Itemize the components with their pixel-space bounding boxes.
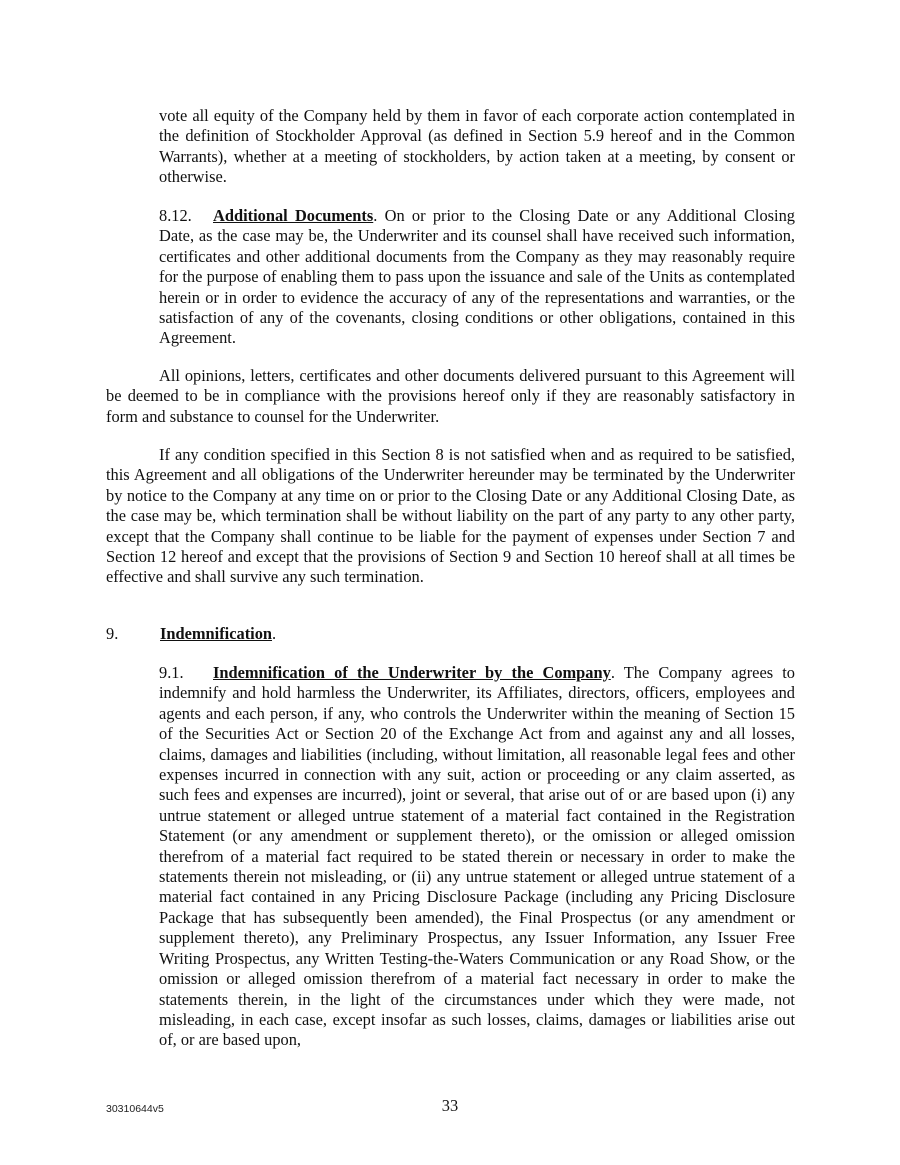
section-9-1 [159, 663, 795, 1051]
paragraph-opinions: All opinions, letters, certificates and other documents delivered pursuant to this Agreement will be deemed to be in compliance with the provisions hereof only if they are reasonably satisfactory in form and substance to counsel for the Underwriter. [106, 366, 795, 426]
page-number: 33 [441, 1096, 459, 1115]
section-text: . On or prior to the Closing Date or any Additional Closing Date, as the case may be, the Underwriter and its counsel shall have received such information, certificates and other additional documents from the Company as they may reasonably require for the purpose of enabling them to pass upon the issuance and sale of the Units as contemplated herein or in order to evidence the accuracy of any of the representations and warranties, or the satisfaction of any of the covenants, closing conditions or other obligations, contained in this Agreement. [159, 206, 795, 348]
paragraph-termination: If any condition specified in this Section 8 is not satisfied when and as required to be satisfied, this Agreement and all obligations of the Underwriter hereunder may be terminated by the Underwriter by notice to the Company at any time on or prior to the Closing Date or any Additional Closing Date, as the case may be, which termination shall be without liability on the part of any party to any other party, except that the Company shall continue to be liable for the payment of expenses under Section 7 and Section 12 hereof and except that the provisions of Section 9 and Section 10 hereof shall at all times be effective and shall survive any such termination. [106, 445, 795, 587]
section-heading: Additional Documents [213, 206, 374, 225]
section-number: 9. [106, 624, 119, 643]
section-heading: Indemnification [160, 624, 273, 643]
section-number: 9.1. [159, 663, 184, 682]
section-heading-period: . [272, 624, 277, 643]
section-heading: Indemnification of the Underwriter by the Company [213, 663, 611, 682]
section-9 [106, 624, 795, 644]
section-number: 8.12. [159, 206, 192, 225]
document-id: 30310644v5 [106, 1103, 164, 1115]
paragraph-continuation: vote all equity of the Company held by them in favor of each corporate action contemplated in the definition of Stockholder Approval (as defined in Section 5.9 hereof and in the Common Warrants), whether at a meeting of stockholders, by action taken at a meeting, by consent or otherwise. [159, 106, 795, 187]
section-text: . The Company agrees to indemnify and hold harmless the Underwriter, its Affiliates, directors, officers, employees and agents and each person, if any, who controls the Underwriter within the meaning of Section 15 of the Securities Act or Section 20 of the Exchange Act from and against any and all losses, claims, damages and liabilities (including, without limitation, all reasonable legal fees and other expenses incurred in connection with any suit, action or proceeding or any claim asserted, as such fees and expenses are incurred), joint or several, that arise out of or are based upon (i) any untrue statement or alleged untrue statement of a material fact contained in the Registration Statement (or any amendment or supplement thereto), or the omission or alleged omission therefrom of a material fact required to be stated therein or necessary in order to make the statements therein not misleading, or (ii) any untrue statement or alleged untrue statement of a material fact contained in any Pricing Disclosure Package (including any Pricing Disclosure Package that has subsequently been amended), the Final Prospectus (or any amendment or supplement thereto), any Preliminary Prospectus, any Issuer Information, any Issuer Free Writing Prospectus, any Written Testing-the-Waters Communication or any Road Show, or the omission or alleged omission therefrom of a material fact necessary in order to make the statements therein, in the light of the circumstances under which they were made, not misleading, in each case, except insofar as such losses, claims, damages or liabilities arise out of, or are based upon, [159, 663, 795, 1050]
section-8-12 [159, 206, 795, 349]
